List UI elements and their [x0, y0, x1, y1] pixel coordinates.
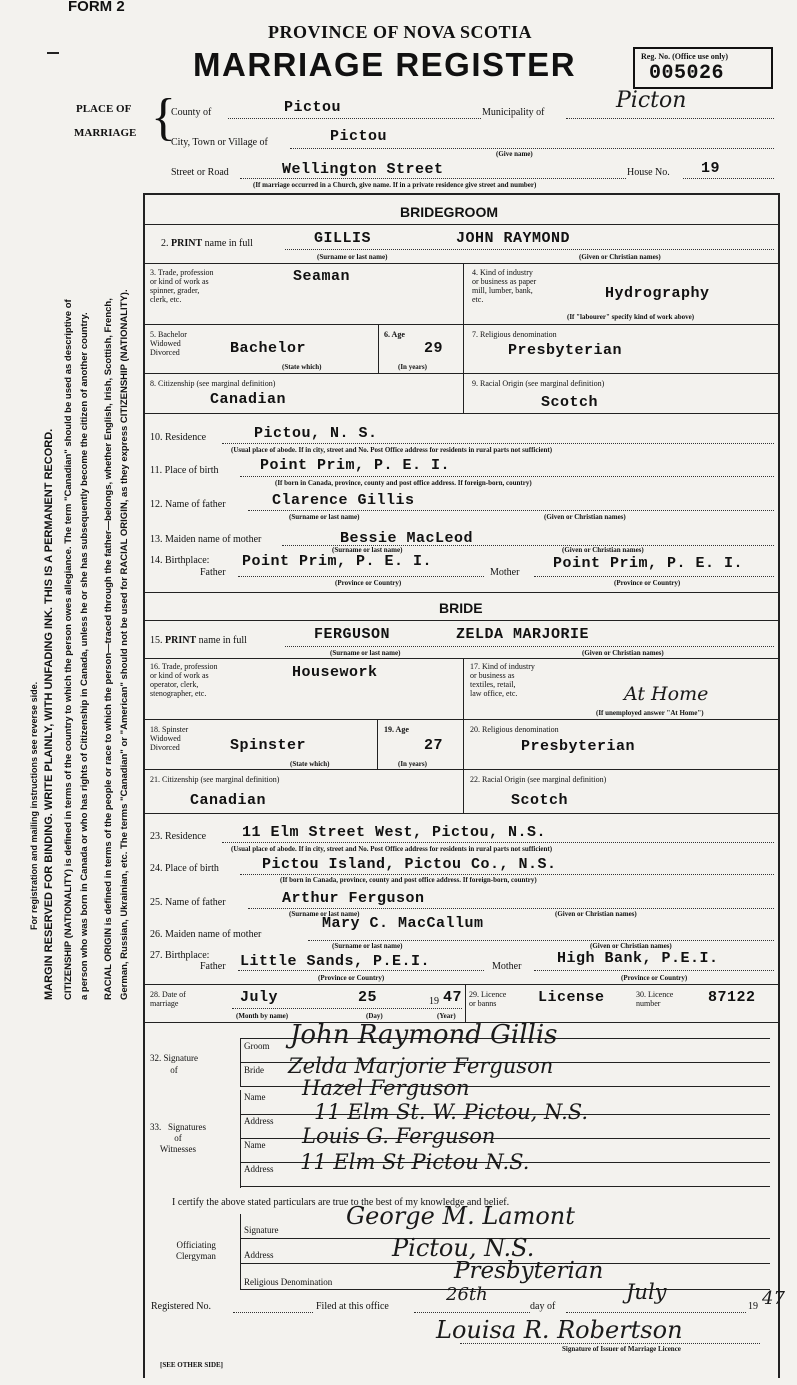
- bride-father-label: 25. Name of father: [150, 897, 226, 908]
- bride-mother-word: Mother: [492, 961, 522, 972]
- groom-status: Bachelor: [230, 340, 307, 357]
- groom-father-birth: Point Prim, P. E. I.: [242, 553, 433, 570]
- form-label: FORM 2: [68, 0, 125, 15]
- bride-birthplace-label: 24. Place of birth: [150, 863, 219, 874]
- margin-text-2: MARGIN RESERVED FOR BINDING. WRITE PLAINLY, WITH UNFADING INK. THIS IS A PERMANENT RECORD.: [43, 428, 55, 1000]
- groom-father-label: 12. Name of father: [150, 499, 226, 510]
- groom-mother-birth-line: [534, 576, 774, 577]
- groom-trade-label: 3. Trade, profession or kind of work as spinner, grader, clerk, etc.: [150, 268, 214, 304]
- groom-status-label: 5. Bachelor Widowed Divorced: [150, 330, 187, 357]
- bride-mother-birth: High Bank, P.E.I.: [557, 950, 719, 967]
- see-other-side: [SEE OTHER SIDE]: [160, 1361, 224, 1369]
- house-line: [683, 178, 774, 179]
- county-line: [228, 118, 481, 119]
- margin-text-5: RACIAL ORIGIN is defined in terms of the people or race to which the person—traced through the father—belongs, whether English, Irish, Scottish, French,: [103, 298, 114, 1000]
- rule-g3: [143, 324, 780, 325]
- issuer-signature: Louisa R. Robertson: [436, 1316, 683, 1344]
- place-brace: {: [151, 89, 176, 146]
- bride-heading: BRIDE: [439, 600, 483, 616]
- municipality-value: Picton: [616, 88, 687, 113]
- bridegroom-heading: BRIDEGROOM: [400, 204, 498, 220]
- margin-text-1: For registration and mailing instructions see reverse side.: [29, 681, 39, 930]
- groom-name-label: 2. PRINT name in full: [161, 238, 253, 249]
- marriage-date-line: [232, 1008, 462, 1009]
- w1-address: 11 Elm St. W. Pictou, N.S.: [314, 1100, 589, 1124]
- year-note: (Year): [437, 1012, 456, 1020]
- bride-father-word: Father: [200, 961, 226, 972]
- filed-label: Filed at this office: [316, 1301, 389, 1312]
- place-side-label-1: PLACE OF: [76, 103, 132, 115]
- clergy-signature-label: Signature: [244, 1225, 279, 1235]
- rule-g4: [143, 373, 780, 374]
- street-value: Wellington Street: [282, 161, 444, 178]
- rule-g1: [143, 224, 780, 225]
- groom-given-note: (Given or Christian names): [579, 253, 661, 261]
- groom-mother-birth: Point Prim, P. E. I.: [553, 555, 744, 572]
- issuer-line: [460, 1343, 760, 1344]
- rule-b1: [143, 620, 780, 621]
- vrule-off: [240, 1214, 241, 1290]
- bride-religion: Presbyterian: [521, 738, 636, 755]
- witnesses-label: 33. Signatures of Witnesses: [150, 1122, 206, 1154]
- bride-sig-label: Bride: [244, 1065, 264, 1075]
- municipality-label: Municipality of: [482, 107, 545, 118]
- bride-birthplace-parents-label: 27. Birthplace:: [150, 950, 210, 961]
- bride-unemployed-note: (If unemployed answer "At Home"): [596, 709, 704, 717]
- groom-mother-note-given: (Given or Christian names): [562, 546, 644, 554]
- bride-father: Arthur Ferguson: [282, 890, 425, 907]
- bride-industry-label: 17. Kind of industry or business as textiles, retail, law office, etc.: [470, 662, 535, 698]
- groom-mother-word: Mother: [490, 567, 520, 578]
- bride-father-birth-line: [238, 970, 484, 971]
- bride-trade: Housework: [292, 664, 378, 681]
- issuer-label: Signature of Issuer of Marriage Licence: [562, 1345, 681, 1353]
- bride-surname: FERGUSON: [314, 626, 391, 643]
- vrule-wit: [240, 1090, 241, 1188]
- licence-label: 29. Licence or banns: [469, 990, 507, 1008]
- rule-off3: [240, 1289, 770, 1290]
- bride-racial-label: 22. Racial Origin (see marginal definition): [470, 775, 607, 784]
- filed-month: July: [626, 1280, 667, 1304]
- bride-father-line: [248, 908, 774, 909]
- groom-racial-label: 9. Racial Origin (see marginal definition): [472, 379, 605, 388]
- vrule-b16: [463, 658, 464, 813]
- clergy-address: Pictou, N.S.: [392, 1234, 535, 1262]
- bride-given-note: (Given or Christian names): [582, 649, 664, 657]
- registered-label: Registered No.: [151, 1301, 211, 1312]
- signature-label: 32. Signature of: [150, 1053, 198, 1075]
- groom-signature: John Raymond Gillis: [290, 1020, 558, 1050]
- bride-age: 27: [424, 737, 444, 754]
- bride-father-birth: Little Sands, P.E.I.: [240, 953, 431, 970]
- filed-year-prefix: 19: [748, 1301, 758, 1312]
- house-value: 19: [701, 160, 721, 177]
- officiating-label: Officiating Clergyman: [176, 1240, 216, 1261]
- bride-citizenship-label: 21. Citizenship (see marginal definition): [150, 775, 280, 784]
- house-label: House No.: [627, 167, 670, 178]
- filed-day: 26th: [446, 1284, 488, 1305]
- rule-b6: [143, 984, 780, 985]
- groom-religion-label: 7. Religious denomination: [472, 330, 557, 339]
- groom-father-birth-line: [238, 576, 484, 577]
- bride-status-label: 18. Spinster Widowed Divorced: [150, 725, 189, 752]
- filed-line: [414, 1312, 530, 1313]
- groom-residence-line: [222, 443, 774, 444]
- clergy-address-label: Address: [244, 1250, 274, 1260]
- vrule-b18: [377, 719, 378, 769]
- bride-age-label: 19. Age: [384, 725, 409, 734]
- w1-address-label: Address: [244, 1116, 274, 1126]
- bride-residence-label: 23. Residence: [150, 831, 207, 842]
- certify-text: I certify the above stated particulars are true to the best of my knowledge and belief.: [172, 1197, 510, 1208]
- bride-birth-note: (If born in Canada, province, county and post office address. If foreign-born, country): [280, 876, 537, 884]
- rule-b3: [143, 719, 780, 720]
- marriage-month: July: [240, 989, 279, 1006]
- groom-birthplace: Point Prim, P. E. I.: [260, 457, 451, 474]
- groom-mother-note-sur: (Surname or last name): [332, 546, 403, 554]
- bride-status: Spinster: [230, 737, 307, 754]
- rule-g6: [143, 592, 780, 593]
- bride-mother-label: 26. Maiden name of mother: [150, 929, 262, 940]
- place-side-label-2: MARRIAGE: [74, 127, 137, 139]
- w2-address: 11 Elm St Pictou N.S.: [300, 1150, 530, 1174]
- groom-age: 29: [424, 340, 444, 357]
- filed-month-line: [566, 1312, 746, 1313]
- rule-b2: [143, 658, 780, 659]
- bride-given: ZELDA MARJORIE: [456, 626, 590, 643]
- bride-trade-label: 16. Trade, profession or kind of work as operator, clerk, stenographer, etc.: [150, 662, 218, 698]
- groom-father-word: Father: [200, 567, 226, 578]
- groom-citizenship: Canadian: [210, 391, 287, 408]
- province-heading: PROVINCE OF NOVA SCOTIA: [268, 22, 533, 42]
- bride-mother-birth-line: [534, 970, 774, 971]
- rule-b4: [143, 769, 780, 770]
- margin-dash: [47, 52, 59, 54]
- w2-name-label: Name: [244, 1140, 266, 1150]
- groom-father: Clarence Gillis: [272, 492, 415, 509]
- groom-birth-note: (If born in Canada, province, county and post office address. If foreign-born, country): [275, 479, 532, 487]
- church-note: (If marriage occurred in a Church, give name. If in a private residence give street and number): [253, 181, 537, 189]
- w1-name: Hazel Ferguson: [302, 1076, 470, 1100]
- groom-years-note: (In years): [398, 363, 427, 371]
- municipality-line: [566, 118, 774, 119]
- groom-sig-label: Groom: [244, 1041, 270, 1051]
- vrule-g3: [463, 263, 464, 413]
- bride-state-note: (State which): [290, 760, 330, 768]
- clergy-signature: George M. Lamont: [346, 1202, 575, 1230]
- bride-mother-note-given: (Given or Christian names): [590, 942, 672, 950]
- groom-mother: Bessie MacLeod: [340, 530, 474, 547]
- bride-years-note: (In years): [398, 760, 427, 768]
- groom-given: JOHN RAYMOND: [456, 230, 571, 247]
- day-of-label: day of: [530, 1301, 556, 1312]
- groom-mother-label: 13. Maiden name of mother: [150, 534, 262, 545]
- bride-mother-line: [308, 940, 774, 941]
- bride-residence: 11 Elm Street West, Pictou, N.S.: [242, 824, 547, 841]
- bride-name-label: 15. PRINT name in full: [150, 635, 247, 646]
- street-line: [240, 178, 626, 179]
- w2-address-label: Address: [244, 1164, 274, 1174]
- bride-birthplace-line: [240, 874, 774, 875]
- groom-surname-note: (Surname or last name): [317, 253, 388, 261]
- street-label: Street or Road: [171, 167, 229, 178]
- reg-number-box: [633, 47, 773, 89]
- groom-age-label: 6. Age: [384, 330, 405, 339]
- groom-labourer-note: (If "labourer" specify kind of work above): [567, 313, 695, 321]
- bride-religion-label: 20. Religious denomination: [470, 725, 559, 734]
- groom-prov-note-1: (Province or Country): [335, 579, 402, 587]
- groom-religion: Presbyterian: [508, 342, 623, 359]
- groom-residence-label: 10. Residence: [150, 432, 207, 443]
- month-note: (Month by name): [236, 1012, 289, 1020]
- groom-father-note-sur: (Surname or last name): [289, 513, 360, 521]
- licence-value: License: [538, 989, 605, 1006]
- groom-name-line: [285, 249, 774, 250]
- groom-citizenship-label: 8. Citizenship (see marginal definition): [150, 379, 276, 388]
- groom-prov-note-2: (Province or Country): [614, 579, 681, 587]
- marriage-year-prefix: 19: [429, 996, 439, 1007]
- groom-father-line: [248, 510, 774, 511]
- bride-mother: Mary C. MacCallum: [322, 915, 484, 932]
- county-label: County of: [171, 107, 212, 118]
- bride-prov-note-2: (Province or Country): [621, 974, 688, 982]
- groom-birthplace-label: 11. Place of birth: [150, 465, 219, 476]
- city-label: City, Town or Village of: [171, 137, 268, 148]
- clergy-denomination: Presbyterian: [454, 1258, 604, 1284]
- bride-citizenship: Canadian: [190, 792, 267, 809]
- licence-number: 87122: [708, 989, 756, 1006]
- bride-birthplace: Pictou Island, Pictou Co., N.S.: [262, 856, 557, 873]
- bride-residence-line: [222, 842, 774, 843]
- vrule-m1: [465, 984, 466, 1022]
- page-title: MARRIAGE REGISTER: [193, 46, 577, 83]
- bride-mother-note-sur: (Surname or last name): [332, 942, 403, 950]
- groom-industry: Hydrography: [605, 285, 710, 302]
- licence-number-label: 30. Licence number: [636, 990, 674, 1008]
- groom-birthplace-parents-label: 14. Birthplace:: [150, 555, 210, 566]
- bride-racial: Scotch: [511, 792, 569, 809]
- groom-industry-label: 4. Kind of industry or business as paper mill, lumber, bank, etc.: [472, 268, 537, 304]
- w2-name: Louis G. Ferguson: [302, 1124, 496, 1148]
- give-name-note: (Give name): [496, 150, 533, 158]
- city-value: Pictou: [330, 128, 388, 145]
- rule-w4: [240, 1186, 770, 1187]
- w1-name-label: Name: [244, 1092, 266, 1102]
- bride-name-line: [285, 646, 774, 647]
- bride-residence-note: (Usual place of abode. If in city, street and No. Post Office address for residents in rural parts not sufficient): [231, 845, 553, 853]
- bride-signature: Zelda Marjorie Ferguson: [288, 1054, 554, 1078]
- groom-trade: Seaman: [293, 268, 351, 285]
- marriage-day: 25: [358, 989, 378, 1006]
- bride-prov-note-1: (Province or Country): [318, 974, 385, 982]
- filed-year: 47: [762, 1288, 785, 1309]
- denomination-label: Religious Denomination: [244, 1277, 333, 1287]
- rule-g5: [143, 413, 780, 414]
- bride-father-note-given: (Given or Christian names): [555, 910, 637, 918]
- groom-father-note-given: (Given or Christian names): [544, 513, 626, 521]
- day-note: (Day): [366, 1012, 383, 1020]
- margin-text-3: CITIZENSHIP (NATIONALITY) is defined in terms of the country to which the person owes allegiance. The term "Canadian" should be used as descriptive of: [63, 299, 74, 1000]
- bride-father-note-sur: (Surname or last name): [289, 910, 360, 918]
- city-line: [290, 148, 774, 149]
- groom-state-note: (State which): [282, 363, 322, 371]
- registered-line: [233, 1312, 313, 1313]
- marriage-year: 47: [443, 989, 463, 1006]
- reg-number-label: Reg. No. (Office use only): [641, 52, 729, 61]
- groom-racial: Scotch: [541, 394, 599, 411]
- margin-text-4: a person who was born in Canada or who has rights of Citizenship in Canada, unless he or she has subsequently become the citizen of another country.: [79, 312, 90, 1000]
- margin-text-6: German, Russian, Ukrainian, etc. The terms "Canadian" or "American" should not be used for RACIAL ORIGIN, as they express CITIZENSHIP (NATIONALITY).: [119, 289, 130, 1000]
- rule-g2: [143, 263, 780, 264]
- vrule-g5: [378, 324, 379, 374]
- groom-birthplace-line: [240, 476, 774, 477]
- marriage-date-label: 28. Date of marriage: [150, 990, 186, 1008]
- groom-residence-note: (Usual place of abode. If in city, street and No. Post Office address for residents in rural parts not sufficient): [231, 446, 553, 454]
- bride-surname-note: (Surname or last name): [330, 649, 401, 657]
- rule-b5: [143, 813, 780, 814]
- bride-industry: At Home: [624, 683, 709, 705]
- groom-residence: Pictou, N. S.: [254, 425, 378, 442]
- groom-surname: GILLIS: [314, 230, 372, 247]
- reg-number: 005026: [649, 62, 725, 85]
- county-value: Pictou: [284, 99, 342, 116]
